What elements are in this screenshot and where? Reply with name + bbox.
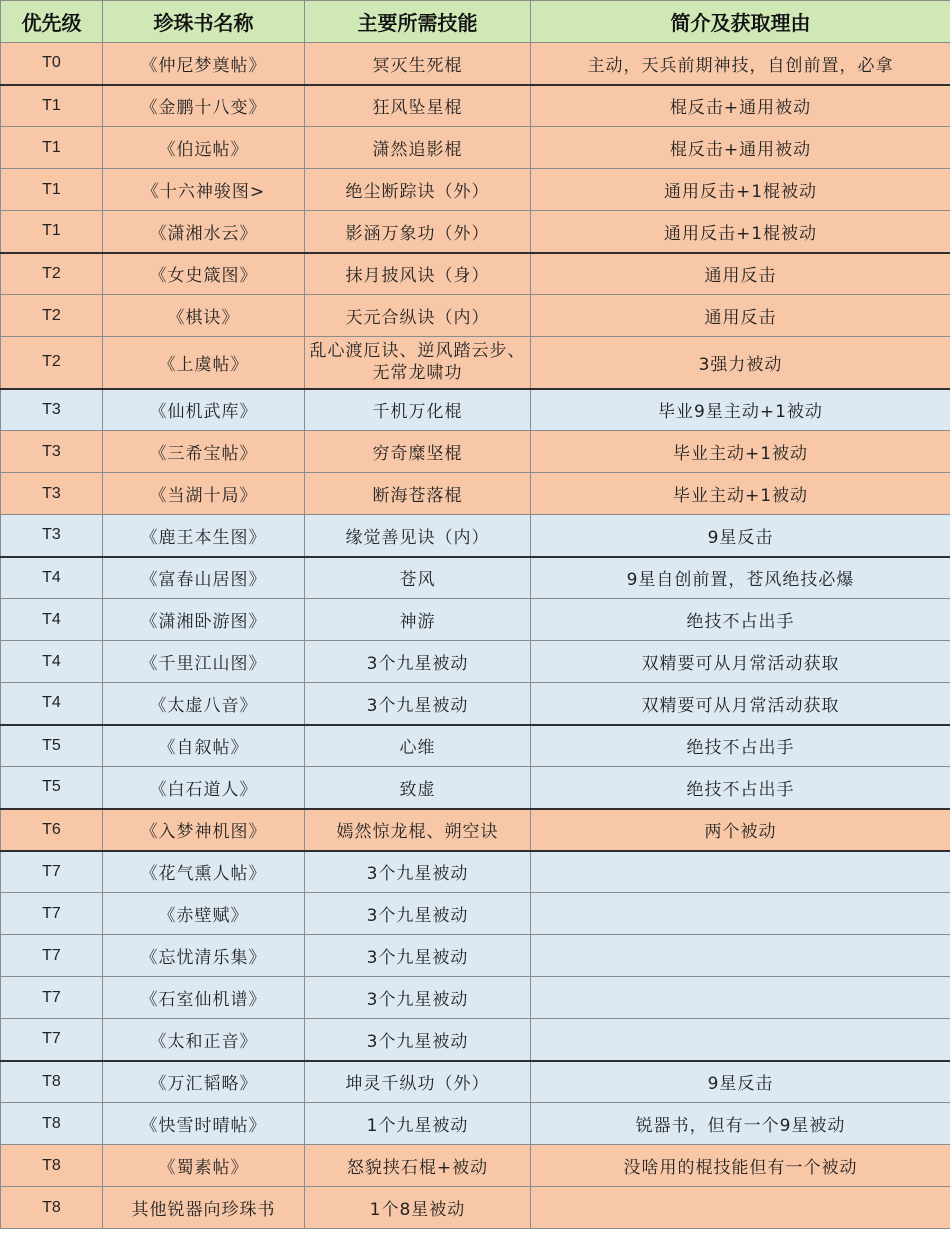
- skill-cell: 乱心渡厄诀、逆风踏云步、无常龙啸功: [305, 337, 531, 389]
- tier-cell: T1: [1, 169, 103, 211]
- note-cell: 9星反击: [531, 1061, 950, 1103]
- table-row: [1, 211, 950, 253]
- note-cell: 锐器书，但有一个9星被动: [531, 1103, 950, 1145]
- book-name-cell: 《仲尼梦奠帖》: [103, 43, 305, 85]
- note-cell: [531, 1019, 950, 1061]
- skill-cell: 1个8星被动: [305, 1187, 531, 1229]
- note-cell: 毕业主动+1被动: [531, 431, 950, 473]
- table-row: [1, 127, 950, 169]
- table-row: [1, 851, 950, 893]
- note-cell: 两个被动: [531, 809, 950, 851]
- tier-cell: T8: [1, 1103, 103, 1145]
- note-cell: [531, 851, 950, 893]
- skill-cell: 3个九星被动: [305, 893, 531, 935]
- header-tier: 优先级: [1, 1, 103, 43]
- note-cell: 9星反击: [531, 515, 950, 557]
- table-row: [1, 85, 950, 127]
- skill-cell: 缘觉善见诀（内）: [305, 515, 531, 557]
- note-cell: [531, 893, 950, 935]
- tier-cell: T4: [1, 599, 103, 641]
- table-row: [1, 599, 950, 641]
- note-cell: 通用反击+1棍被动: [531, 211, 950, 253]
- tier-cell: T2: [1, 253, 103, 295]
- book-name-cell: 《石室仙机谱》: [103, 977, 305, 1019]
- table-row: [1, 893, 950, 935]
- skill-cell: 怒貌挟石棍+被动: [305, 1145, 531, 1187]
- table-row: [1, 1187, 950, 1229]
- tier-cell: T1: [1, 85, 103, 127]
- skill-cell: 心维: [305, 725, 531, 767]
- book-name-cell: 《棋诀》: [103, 295, 305, 337]
- book-name-cell: 《快雪时晴帖》: [103, 1103, 305, 1145]
- table-row: [1, 1061, 950, 1103]
- table-row: [1, 389, 950, 431]
- tier-cell: T5: [1, 725, 103, 767]
- note-cell: 毕业主动+1被动: [531, 473, 950, 515]
- skill-cell: 狂风坠星棍: [305, 85, 531, 127]
- book-name-cell: 《伯远帖》: [103, 127, 305, 169]
- table-row: [1, 557, 950, 599]
- skill-cell: 千机万化棍: [305, 389, 531, 431]
- book-name-cell: 《千里江山图》: [103, 641, 305, 683]
- header-note: 简介及获取理由: [531, 1, 950, 43]
- tier-cell: T7: [1, 893, 103, 935]
- note-cell: 通用反击+1棍被动: [531, 169, 950, 211]
- book-name-cell: 《赤壁赋》: [103, 893, 305, 935]
- skill-cell: 影涵万象功（外）: [305, 211, 531, 253]
- table-row: [1, 515, 950, 557]
- tier-cell: T1: [1, 211, 103, 253]
- skill-cell: 天元合纵诀（内）: [305, 295, 531, 337]
- table-row: [1, 253, 950, 295]
- book-name-cell: 《潇湘水云》: [103, 211, 305, 253]
- table-row: [1, 43, 950, 85]
- table-row: [1, 809, 950, 851]
- tier-cell: T3: [1, 473, 103, 515]
- book-name-cell: 《忘忧清乐集》: [103, 935, 305, 977]
- tier-cell: T7: [1, 851, 103, 893]
- tier-cell: T7: [1, 977, 103, 1019]
- note-cell: 棍反击+通用被动: [531, 85, 950, 127]
- skill-cell: 3个九星被动: [305, 641, 531, 683]
- note-cell: 毕业9星主动+1被动: [531, 389, 950, 431]
- book-name-cell: 《十六神骏图>: [103, 169, 305, 211]
- book-name-cell: 《太和正音》: [103, 1019, 305, 1061]
- table-row: [1, 683, 950, 725]
- note-cell: 9星自创前置，苍风绝技必爆: [531, 557, 950, 599]
- skill-cell: 穷奇糜坚棍: [305, 431, 531, 473]
- tier-cell: T2: [1, 337, 103, 389]
- skill-cell: 断海苍落棍: [305, 473, 531, 515]
- note-cell: 没啥用的棍技能但有一个被动: [531, 1145, 950, 1187]
- skill-cell: 致虚: [305, 767, 531, 809]
- tier-cell: T7: [1, 1019, 103, 1061]
- note-cell: 主动，天兵前期神技，自创前置，必拿: [531, 43, 950, 85]
- table-row: [1, 337, 950, 389]
- skill-cell: 冥灭生死棍: [305, 43, 531, 85]
- book-name-cell: 《鹿王本生图》: [103, 515, 305, 557]
- note-cell: 3强力被动: [531, 337, 950, 389]
- header-row: [1, 1, 950, 43]
- tier-cell: T6: [1, 809, 103, 851]
- note-cell: 通用反击: [531, 295, 950, 337]
- skill-cell: 3个九星被动: [305, 683, 531, 725]
- tier-cell: T5: [1, 767, 103, 809]
- book-name-cell: 其他锐器向珍珠书: [103, 1187, 305, 1229]
- skill-cell: 苍风: [305, 557, 531, 599]
- table-body: [1, 43, 950, 1229]
- tier-cell: T8: [1, 1187, 103, 1229]
- skill-cell: 3个九星被动: [305, 935, 531, 977]
- tier-cell: T3: [1, 389, 103, 431]
- book-name-cell: 《蜀素帖》: [103, 1145, 305, 1187]
- skill-cell: 潇然追影棍: [305, 127, 531, 169]
- skill-cell: 抹月披风诀（身）: [305, 253, 531, 295]
- book-name-cell: 《白石道人》: [103, 767, 305, 809]
- table-row: [1, 767, 950, 809]
- note-cell: 绝技不占出手: [531, 725, 950, 767]
- tier-cell: T1: [1, 127, 103, 169]
- tier-cell: T4: [1, 683, 103, 725]
- skill-cell: 3个九星被动: [305, 977, 531, 1019]
- book-name-cell: 《入梦神机图》: [103, 809, 305, 851]
- table-row: [1, 1145, 950, 1187]
- note-cell: 通用反击: [531, 253, 950, 295]
- note-cell: 双精要可从月常活动获取: [531, 683, 950, 725]
- tier-cell: T8: [1, 1145, 103, 1187]
- skill-cell: 绝尘断踪诀（外）: [305, 169, 531, 211]
- tier-cell: T2: [1, 295, 103, 337]
- book-name-cell: 《上虞帖》: [103, 337, 305, 389]
- book-name-cell: 《三希宝帖》: [103, 431, 305, 473]
- book-name-cell: 《自叙帖》: [103, 725, 305, 767]
- note-cell: [531, 935, 950, 977]
- book-name-cell: 《女史箴图》: [103, 253, 305, 295]
- book-name-cell: 《潇湘卧游图》: [103, 599, 305, 641]
- skill-cell: 坤灵千纵功（外）: [305, 1061, 531, 1103]
- tier-cell: T3: [1, 431, 103, 473]
- tier-cell: T4: [1, 557, 103, 599]
- table-row: [1, 169, 950, 211]
- note-cell: [531, 977, 950, 1019]
- book-name-cell: 《当湖十局》: [103, 473, 305, 515]
- table-row: [1, 1019, 950, 1061]
- note-cell: 双精要可从月常活动获取: [531, 641, 950, 683]
- skill-cell: 3个九星被动: [305, 1019, 531, 1061]
- skill-cell: 3个九星被动: [305, 851, 531, 893]
- table-row: [1, 641, 950, 683]
- tier-cell: T0: [1, 43, 103, 85]
- book-name-cell: 《富春山居图》: [103, 557, 305, 599]
- table-row: [1, 725, 950, 767]
- note-cell: 绝技不占出手: [531, 599, 950, 641]
- tier-cell: T7: [1, 935, 103, 977]
- table-row: [1, 977, 950, 1019]
- table-row: [1, 1103, 950, 1145]
- skill-cell: 神游: [305, 599, 531, 641]
- book-name-cell: 《金鹏十八变》: [103, 85, 305, 127]
- book-name-cell: 《仙机武库》: [103, 389, 305, 431]
- tier-cell: T8: [1, 1061, 103, 1103]
- table-row: [1, 295, 950, 337]
- note-cell: 绝技不占出手: [531, 767, 950, 809]
- header-book: 珍珠书名称: [103, 1, 305, 43]
- book-name-cell: 《花气熏人帖》: [103, 851, 305, 893]
- tier-cell: T3: [1, 515, 103, 557]
- table-row: [1, 431, 950, 473]
- book-name-cell: 《万汇韬略》: [103, 1061, 305, 1103]
- header-skill: 主要所需技能: [305, 1, 531, 43]
- tier-cell: T4: [1, 641, 103, 683]
- book-name-cell: 《太虚八音》: [103, 683, 305, 725]
- note-cell: [531, 1187, 950, 1229]
- skill-cell: 嫣然惊龙棍、朔空诀: [305, 809, 531, 851]
- skill-cell: 1个九星被动: [305, 1103, 531, 1145]
- note-cell: 棍反击+通用被动: [531, 127, 950, 169]
- table-row: [1, 473, 950, 515]
- table-row: [1, 935, 950, 977]
